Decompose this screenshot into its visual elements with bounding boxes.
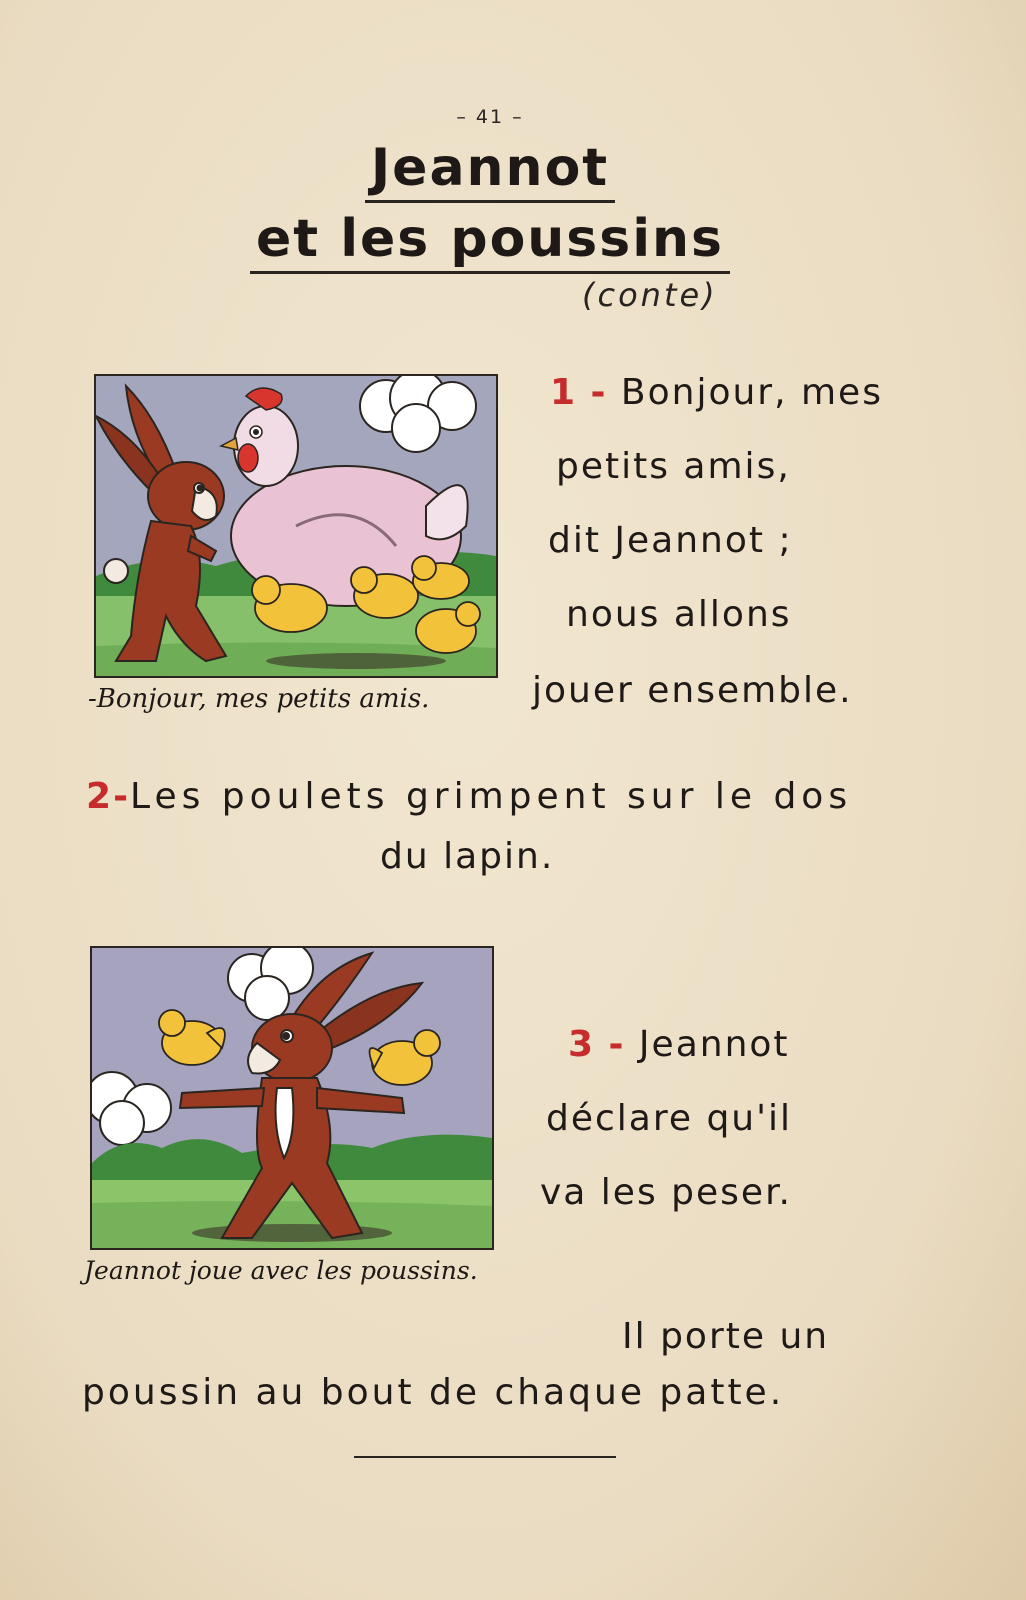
p1-line-1 [550,372,883,413]
p3-line-3: va les peser. [540,1172,793,1213]
p2-text-1: Les poulets grimpent sur le dos [130,776,853,817]
p1-line-3: dit Jeannot ; [548,520,793,561]
illustration-rabbit-with-chicks [90,946,494,1250]
page-title [0,138,980,274]
caption-illustration-2: Jeannot joue avec les poussins. [84,1256,478,1285]
p4-line-1: Il porte un [622,1316,830,1357]
illustration-rabbit-and-hen [94,374,498,678]
rabbit-chicks-picture [92,948,492,1248]
p3-text-1: Jeannot [638,1024,790,1065]
p1-line-4: nous allons [566,594,792,635]
p3-line-2: déclare qu'il [546,1098,793,1139]
subtitle: (conte) [582,276,718,314]
p2-line-1 [86,776,852,817]
paragraph-number-2: 2 [86,776,114,817]
p4-line-2: poussin au bout de chaque patte. [82,1372,785,1413]
title-line-2: et les poussins [250,209,730,274]
paragraph-dash-3: - [608,1024,626,1065]
p1-line-5: jouer ensemble. [532,670,853,711]
p3-line-1 [568,1024,790,1065]
rabbit-hen-picture [96,376,496,676]
p2-line-2: du lapin. [380,836,555,877]
page-number: – 41 – [456,106,524,128]
p1-line-2: petits amis, [556,446,791,487]
closing-rule [354,1456,616,1458]
title-line-1: Jeannot [365,138,615,203]
paragraph-number-3: 3 [568,1024,596,1065]
p1-text-1: Bonjour, mes [620,372,883,413]
paragraph-number-1: 1 [550,372,578,413]
caption-illustration-1: -Bonjour, mes petits amis. [88,684,430,714]
paragraph-dash-1: - [590,372,608,413]
paragraph-dash-2: - [113,776,131,817]
